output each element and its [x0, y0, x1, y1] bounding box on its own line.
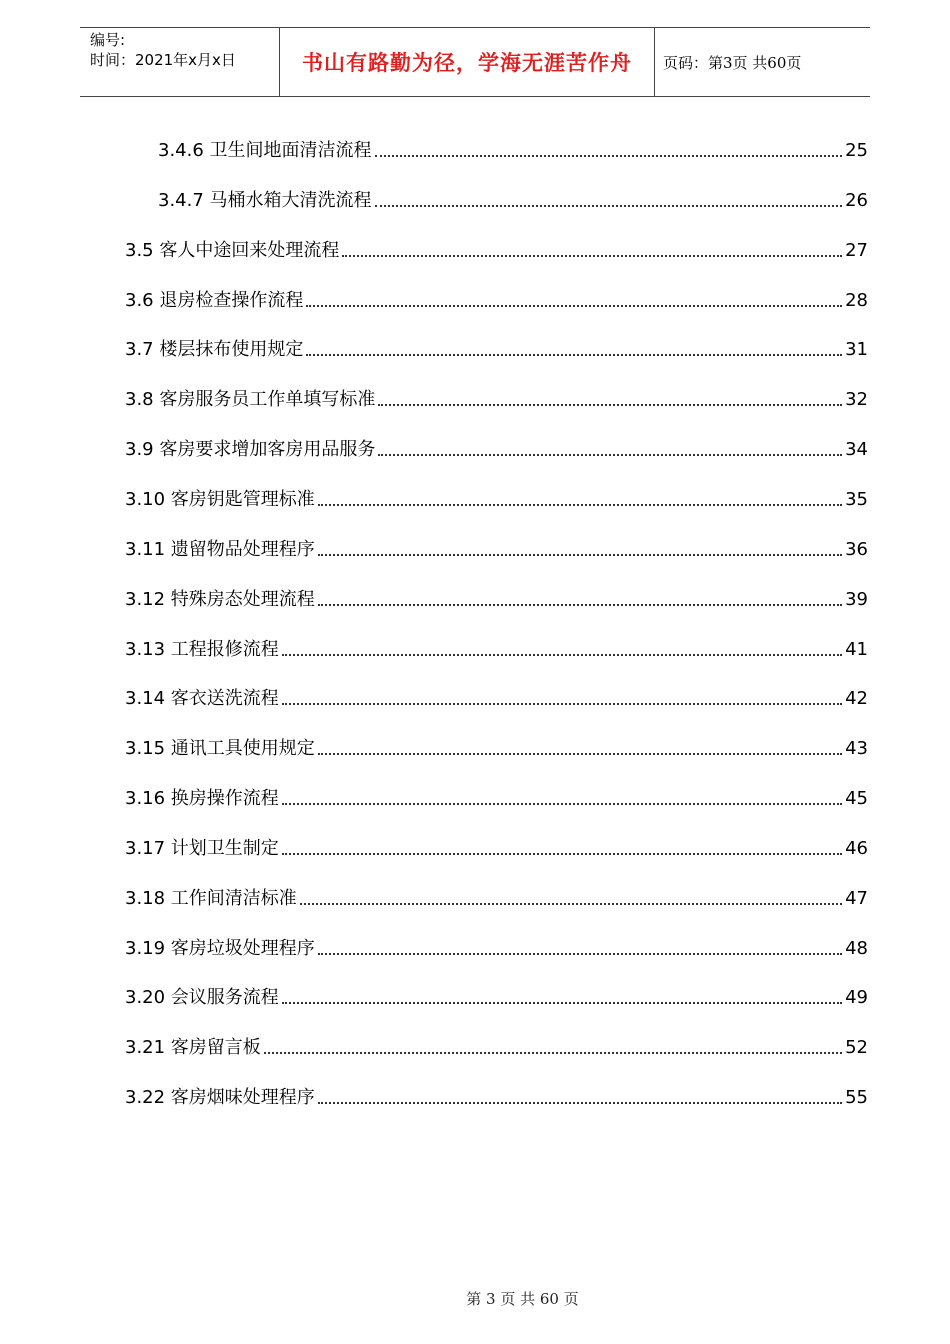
toc-entry-title: 3.12 特殊房态处理流程	[125, 588, 315, 610]
toc-dot-leader	[318, 604, 842, 606]
toc-entry[interactable]	[125, 681, 868, 711]
toc-entry[interactable]	[125, 881, 868, 911]
toc-dot-leader	[318, 1102, 842, 1104]
toc-dot-leader	[282, 1002, 842, 1004]
toc-entry-page: 26	[845, 189, 868, 211]
toc-entry-title: 3.11 遗留物品处理程序	[125, 538, 315, 560]
toc-dot-leader	[375, 155, 843, 157]
toc-entry-title: 3.15 通讯工具使用规定	[125, 738, 315, 760]
toc-entry-page: 39	[845, 588, 868, 610]
toc-entry[interactable]	[125, 283, 868, 313]
toc-entry-page: 35	[845, 488, 868, 510]
toc-dot-leader	[378, 454, 842, 456]
toc-dot-leader	[282, 654, 842, 656]
toc-entry-title: 3.21 客房留言板	[125, 1037, 261, 1059]
toc-entry-page: 27	[845, 239, 868, 261]
toc-entry-page: 41	[845, 638, 868, 660]
toc-entry[interactable]	[125, 931, 868, 961]
toc-entry[interactable]	[125, 831, 868, 861]
toc-entry[interactable]	[125, 632, 868, 662]
toc-entry-title: 3.16 换房操作流程	[125, 788, 279, 810]
toc-entry-title: 3.7 楼层抹布使用规定	[125, 339, 304, 361]
toc-dot-leader	[378, 404, 842, 406]
page-header	[80, 27, 870, 97]
toc-dot-leader	[306, 354, 842, 356]
toc-dot-leader	[282, 803, 842, 805]
toc-dot-leader	[318, 554, 842, 556]
toc-entry[interactable]	[125, 382, 868, 412]
header-meta	[80, 28, 280, 96]
toc-entry[interactable]	[125, 233, 868, 263]
toc-entry-title: 3.19 客房垃圾处理程序	[125, 937, 315, 959]
toc-entry-title: 3.8 客房服务员工作单填写标准	[125, 389, 376, 411]
toc-entry-title: 3.9 客房要求增加客房用品服务	[125, 439, 376, 461]
toc-entry-title: 3.14 客衣送洗流程	[125, 688, 279, 710]
toc-dot-leader	[318, 504, 842, 506]
toc-dot-leader	[282, 703, 842, 705]
toc-entry[interactable]	[125, 482, 868, 512]
toc-entry-page: 34	[845, 439, 868, 461]
page-footer: 第 3 页 共 60 页	[466, 1290, 579, 1308]
toc-entry-title: 3.5 客人中途回来处理流程	[125, 239, 340, 261]
toc-entry-page: 31	[845, 339, 868, 361]
toc-entry-page: 36	[845, 538, 868, 560]
toc-entry-page: 43	[845, 738, 868, 760]
toc-entry-page: 47	[845, 887, 868, 909]
toc-entry-title: 3.17 计划卫生制定	[125, 837, 279, 859]
toc-entry-title: 3.13 工程报修流程	[125, 638, 279, 660]
toc-entry-title: 3.6 退房检查操作流程	[125, 289, 304, 311]
toc-entry-page: 25	[845, 140, 868, 161]
toc-entry-title: 3.4.7 马桶水箱大清洗流程	[158, 189, 372, 211]
toc-entry[interactable]	[158, 133, 868, 163]
toc-entry-page: 45	[845, 788, 868, 810]
toc-entry-title: 3.10 客房钥匙管理标准	[125, 488, 315, 510]
toc-dot-leader	[375, 205, 843, 207]
toc-entry-page: 52	[845, 1037, 868, 1059]
toc-entry[interactable]	[125, 582, 868, 612]
toc-entry[interactable]	[125, 731, 868, 761]
document-number-label: 编号:	[90, 31, 126, 49]
toc-dot-leader	[318, 953, 842, 955]
toc-dot-leader	[282, 853, 842, 855]
toc-dot-leader	[318, 753, 842, 755]
toc-entry-page: 48	[845, 937, 868, 959]
toc-dot-leader	[300, 903, 842, 905]
toc-dot-leader	[264, 1052, 842, 1054]
header-motto: 书山有路勤为径，学海无涯苦作舟	[280, 28, 655, 96]
toc-entry[interactable]	[125, 1030, 868, 1060]
toc-entry[interactable]	[125, 332, 868, 362]
toc-entry-page: 32	[845, 389, 868, 411]
toc-entry-title: 3.4.6 卫生间地面清洁流程	[158, 140, 372, 161]
header-page-info: 页码：第3页 共60页	[663, 53, 802, 72]
toc-entry-page: 28	[845, 289, 868, 311]
toc-entry[interactable]	[158, 183, 868, 213]
toc-entry-page: 55	[845, 1087, 868, 1109]
toc-entry[interactable]	[125, 532, 868, 562]
toc-entry-title: 3.18 工作间清洁标准	[125, 887, 297, 909]
toc-entry-page: 49	[845, 987, 868, 1009]
toc-entry[interactable]	[125, 1080, 868, 1110]
toc-entry[interactable]	[125, 781, 868, 811]
toc-dot-leader	[306, 305, 842, 307]
toc-entry[interactable]	[125, 432, 868, 462]
toc-entry-title: 3.20 会议服务流程	[125, 987, 279, 1009]
toc-entry-title: 3.22 客房烟味处理程序	[125, 1087, 315, 1109]
toc-entry-page: 46	[845, 837, 868, 859]
toc-entry-page: 42	[845, 688, 868, 710]
toc-entry[interactable]	[125, 980, 868, 1010]
document-date: 时间：2021年x月x日	[90, 51, 236, 69]
toc-dot-leader	[342, 255, 842, 257]
